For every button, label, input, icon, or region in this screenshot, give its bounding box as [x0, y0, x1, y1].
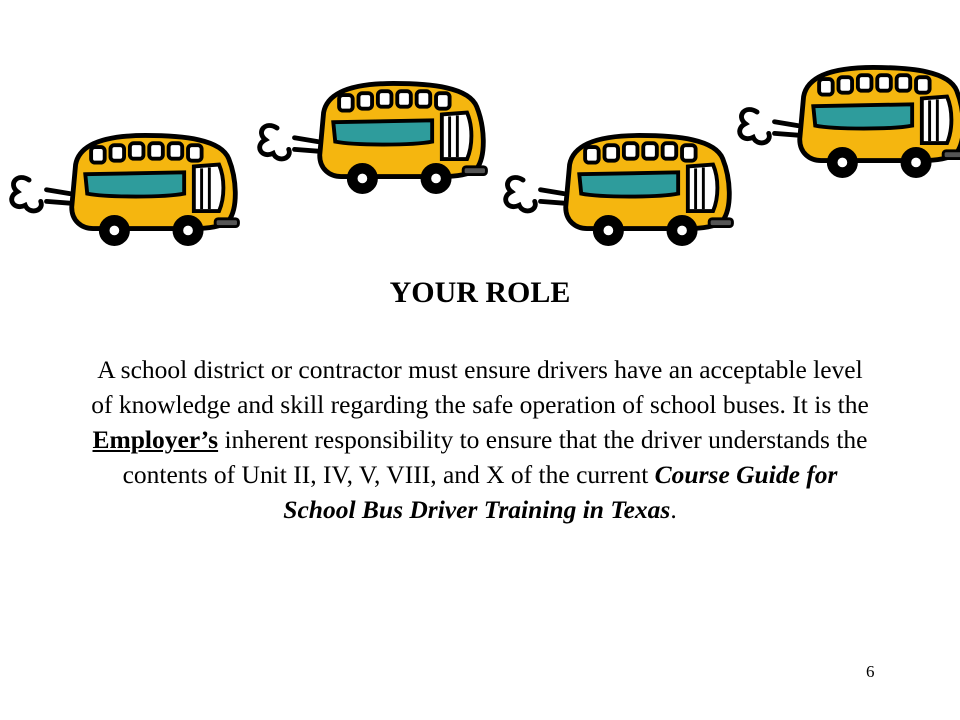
body-text-part2: inherent responsibility to ensure that the driver understands the contents of Unit II, IV, V, VIII, and X of the current: [122, 425, 868, 489]
body-text-part3: .: [670, 495, 677, 524]
course-guide-title: Course Guide for School Bus Driver Training in Texas: [283, 460, 838, 524]
body-paragraph: [90, 352, 870, 527]
page-number: 6: [866, 662, 875, 681]
school-bus-icon-3: [494, 112, 746, 252]
body-text-part1: A school district or contractor must ensure drivers have an acceptable level of knowledge and skill regarding the safe operation of school buses. It is the: [91, 355, 869, 419]
employer-emphasis: Employer’s: [92, 425, 219, 454]
school-bus-icon-2: [248, 60, 500, 200]
slide-title: YOUR ROLE: [389, 276, 571, 309]
school-bus-icon-4: [728, 44, 960, 184]
school-bus-icon-1: [0, 112, 252, 252]
